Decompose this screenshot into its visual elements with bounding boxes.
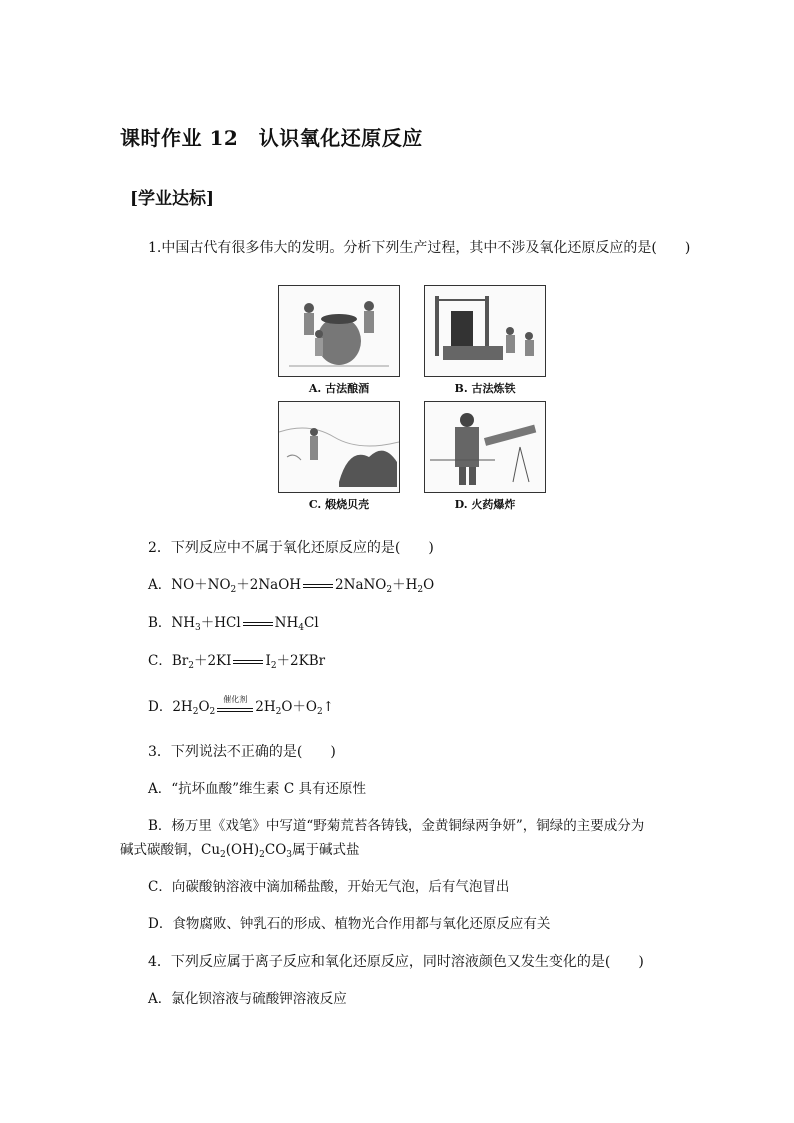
image-gunpowder bbox=[424, 401, 546, 493]
page-title: 课时作业 12 认识氧化还原反应 bbox=[120, 126, 423, 150]
question-3-stem: 3．下列说法不正确的是( ) bbox=[148, 744, 336, 760]
question-1-stem: 1.中国古代有很多伟大的发明。分析下列生产过程，其中不涉及氧化还原反应的是( ) bbox=[148, 240, 691, 256]
question-4-option-a: A．氯化钡溶液与硫酸钾溶液反应 bbox=[148, 991, 347, 1007]
question-3-option-c: C．向碳酸钠溶液中滴加稀盐酸，开始无气泡，后有气泡冒出 bbox=[148, 879, 510, 895]
question-3-option-b-line2: 碱式碳酸铜，$Cu_2(OH)_2CO_3$属于碱式盐 bbox=[120, 842, 360, 860]
question-2-option-a: A．$NO+NO_2+2NaOH$ $2NaNO_2+H_2O$ bbox=[148, 577, 435, 595]
caption-b: B. 古法炼铁 bbox=[454, 382, 516, 395]
image-shell-calcining bbox=[278, 401, 400, 493]
caption-d: D. 火药爆炸 bbox=[454, 498, 516, 511]
caption-c: C. 煅烧贝壳 bbox=[308, 498, 370, 511]
catalyst-label: 催化剂 bbox=[223, 694, 248, 704]
question-3-option-d: D．食物腐败、钟乳石的形成、植物光合作用都与氧化还原反应有关 bbox=[148, 916, 551, 932]
question-4-stem: 4．下列反应属于离子反应和氧化还原反应，同时溶液颜色又发生变化的是( ) bbox=[148, 954, 644, 970]
image-iron-smelting bbox=[424, 285, 546, 377]
question-2-stem: 2．下列反应中不属于氧化还原反应的是( ) bbox=[148, 540, 434, 556]
question-2-option-d: D．$2H_2O_2$ 催化剂 $2H_2O+O_2↑$ bbox=[148, 697, 334, 717]
caption-a: A. 古法酿酒 bbox=[308, 382, 370, 395]
section-heading: [学业达标] bbox=[130, 189, 215, 209]
image-wine-brewing bbox=[278, 285, 400, 377]
question-3-option-a: A．“抗坏血酸”维生素 C 具有还原性 bbox=[148, 781, 366, 797]
question-3-option-b-line1: B．杨万里《戏笔》中写道“野菊荒苔各铸钱，金黄铜绿两争妍”，铜绿的主要成分为 bbox=[148, 818, 645, 834]
question-2-option-b: B．$NH_3+HCl$ $NH_4Cl$ bbox=[148, 615, 319, 633]
question-2-option-c: C．$Br_2+2KI$ $I_2+2KBr$ bbox=[148, 653, 326, 671]
